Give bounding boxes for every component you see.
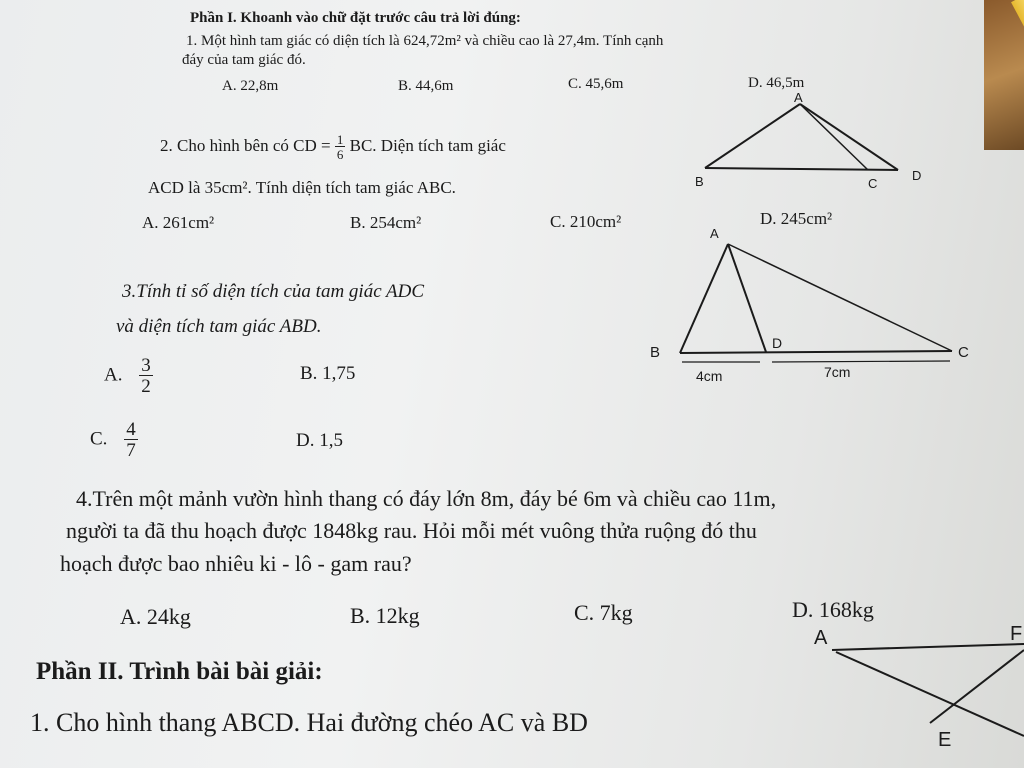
q3-label-c: C bbox=[958, 344, 969, 361]
q2-prefix: 2. Cho hình bên có CD = bbox=[160, 135, 331, 155]
q2-option-d[interactable]: D. 245cm² bbox=[760, 209, 833, 228]
q4-option-b[interactable]: B. 12kg bbox=[350, 603, 420, 628]
q3-dim-dc bbox=[772, 361, 950, 362]
q2-option-b[interactable]: B. 254cm² bbox=[350, 213, 422, 232]
q3-dim-bd-label: 4cm bbox=[696, 368, 723, 384]
q3-line1: 3.Tính tỉ số diện tích của tam giác ADC bbox=[122, 281, 425, 302]
part2-diagonal-2 bbox=[930, 650, 1024, 723]
q3-option-b[interactable]: B. 1,75 bbox=[300, 363, 356, 384]
part2-diagonal-1 bbox=[836, 652, 1024, 736]
part1-title: Phần I. Khoanh vào chữ đặt trước câu trả lời đúng: bbox=[190, 10, 521, 26]
q2-label-d: D bbox=[912, 168, 922, 183]
part2-label-a: A bbox=[814, 627, 828, 649]
q3-c-den: 7 bbox=[126, 440, 136, 461]
q4-option-a[interactable]: A. 24kg bbox=[120, 604, 191, 629]
q4-option-d[interactable]: D. 168kg bbox=[792, 597, 874, 622]
part2-label-e: E bbox=[938, 729, 952, 751]
q1-line1: 1. Một hình tam giác có diện tích là 624,72m² và chiều cao là 27,4m. Tính cạnh bbox=[186, 33, 664, 49]
q3-a-label: A. bbox=[104, 364, 123, 386]
q2-edge-ab bbox=[705, 104, 800, 168]
q2-line2: ACD là 35cm². Tính diện tích tam giác ABC. bbox=[148, 178, 456, 197]
q3-line2: và diện tích tam giác ABD. bbox=[116, 316, 322, 337]
q2-option-c[interactable]: C. 210cm² bbox=[550, 212, 622, 231]
q1-line2: đáy của tam giác đó. bbox=[182, 52, 306, 68]
q3-dim-dc-label: 7cm bbox=[824, 364, 851, 380]
part2-title: Phần II. Trình bài bài giải: bbox=[36, 658, 323, 685]
q2-suffix: BC. Diện tích tam giác bbox=[349, 135, 506, 155]
q3-label-b: B bbox=[650, 344, 661, 361]
q2-figure bbox=[695, 90, 921, 191]
q2-frac-den: 6 bbox=[336, 147, 344, 162]
q3-label-d: D bbox=[772, 335, 783, 351]
q2-base-bd bbox=[705, 168, 898, 170]
q2-label-c: C bbox=[868, 176, 878, 191]
q3-option-d[interactable]: D. 1,5 bbox=[296, 430, 343, 451]
part2-edge-top bbox=[832, 644, 1024, 650]
q4-line2: người ta đã thu hoạch được 1848kg rau. Hỏi mỗi mét vuông thửa ruộng đó thu bbox=[66, 518, 757, 543]
q3-c-num: 4 bbox=[126, 419, 136, 440]
q3-figure bbox=[650, 226, 969, 384]
q3-a-num: 3 bbox=[141, 355, 151, 376]
q3-edge-ac bbox=[728, 244, 952, 351]
q1-option-d[interactable]: D. 46,5m bbox=[748, 75, 805, 91]
q4-option-c[interactable]: C. 7kg bbox=[574, 600, 633, 625]
q3-edge-ab bbox=[680, 244, 728, 353]
q2-edge-ad bbox=[800, 104, 898, 170]
q4-line1: 4.Trên một mảnh vườn hình thang có đáy lớn 8m, đáy bé 6m và chiều cao 11m, bbox=[76, 486, 777, 511]
q4-line3: hoạch được bao nhiêu ki - lô - gam rau? bbox=[60, 551, 412, 576]
part2-figure bbox=[814, 623, 1024, 751]
q3-a-den: 2 bbox=[141, 376, 151, 397]
q3-label-a: A bbox=[710, 226, 719, 241]
part2-label-b: F bbox=[1010, 623, 1023, 645]
q1-option-b[interactable]: B. 44,6m bbox=[398, 78, 454, 94]
q3-base-bc bbox=[680, 351, 952, 353]
q1-option-a[interactable]: A. 22,8m bbox=[222, 78, 279, 94]
q1-option-c[interactable]: C. 45,6m bbox=[568, 76, 624, 92]
part2-q1: 1. Cho hình thang ABCD. Hai đường chéo AC và BD bbox=[30, 708, 588, 737]
q2-option-a[interactable]: A. 261cm² bbox=[142, 213, 215, 232]
q2-label-b: B bbox=[695, 174, 704, 189]
q3-c-label: C. bbox=[90, 428, 108, 450]
q2-frac-num: 1 bbox=[336, 132, 344, 147]
q2-edge-ac bbox=[800, 104, 868, 170]
q2-label-a: A bbox=[794, 90, 803, 105]
